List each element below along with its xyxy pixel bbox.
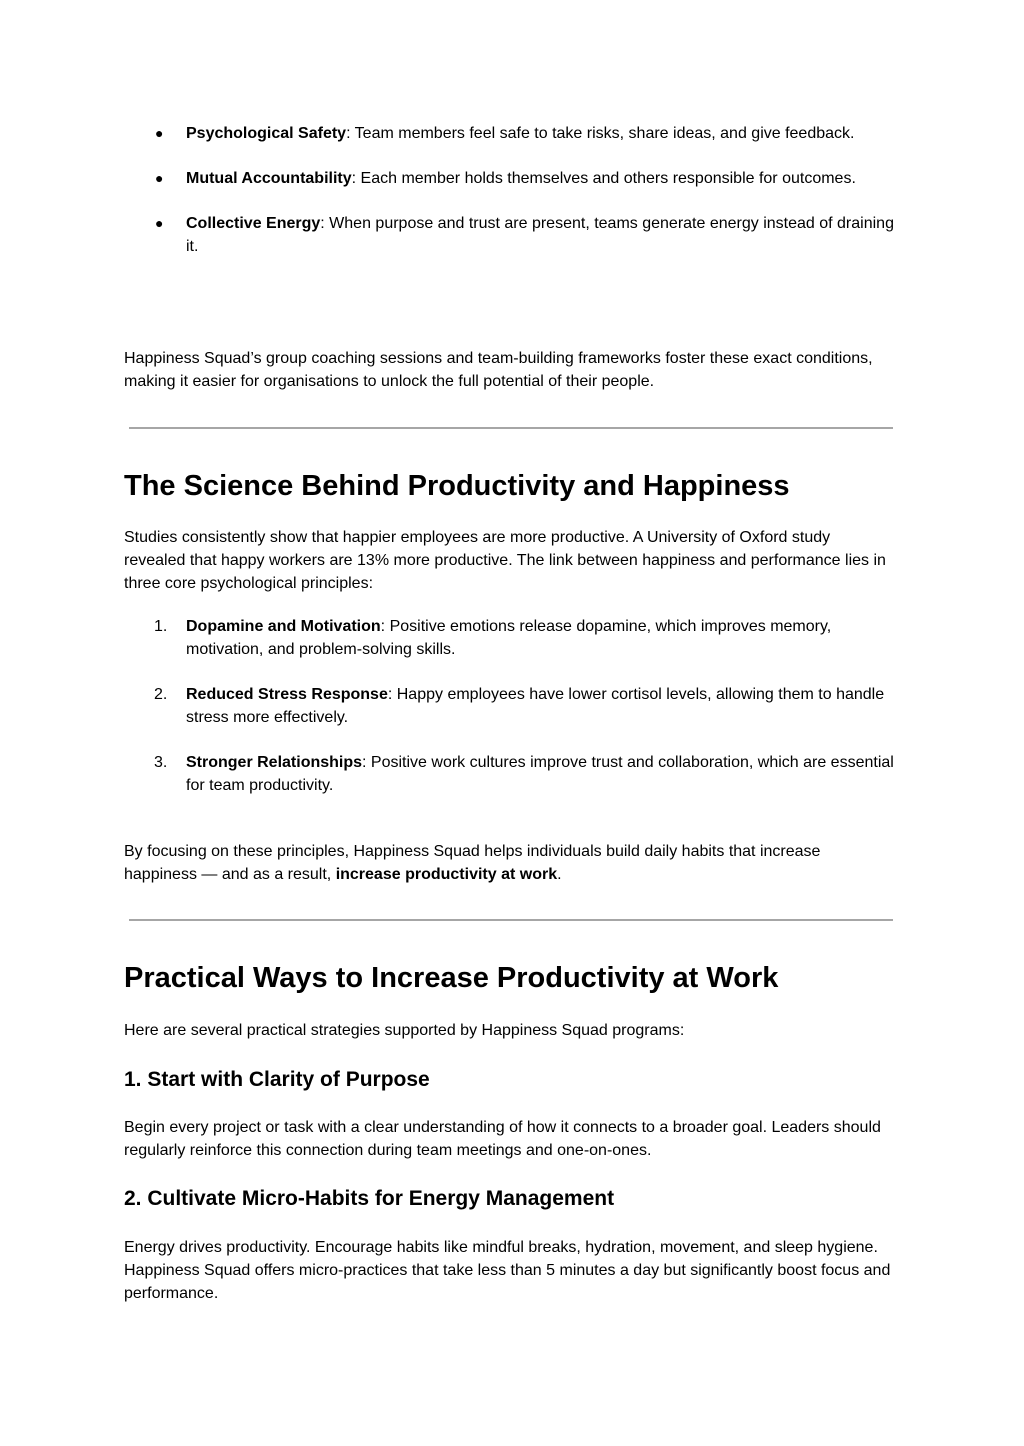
- closing-punctuation: .: [557, 866, 562, 883]
- science-intro-paragraph: Studies consistently show that happier employees are more productive. A University of Oxford study revealed that happy workers are 13% more productive. The link between happiness and performance lies in three core psychological principles:: [124, 529, 886, 592]
- list-number: 1.: [154, 618, 168, 635]
- bullet-icon: ●: [155, 170, 164, 186]
- principles-list: [124, 615, 894, 797]
- list-item: [124, 122, 894, 145]
- closing-text: By focusing on these principles, Happiness Squad helps individuals build daily habits that increase happiness — and as a result,: [124, 843, 821, 883]
- list-item-term: Dopamine and Motivation: [186, 618, 381, 635]
- list-item-term: Collective Energy: [186, 215, 321, 232]
- subheading-micro-habits: 2. Cultivate Micro-Habits for Energy Management: [124, 1187, 615, 1210]
- list-item: [124, 751, 894, 797]
- list-item-text: : Each member holds themselves and others responsible for outcomes.: [351, 170, 856, 187]
- horizontal-divider: [129, 919, 893, 921]
- list-item-text: : Positive emotions release dopamine, which improves memory, motivation, and problem-solving skills.: [186, 618, 832, 658]
- list-item-text: : Happy employees have lower cortisol levels, allowing them to handle stress more effectively.: [186, 686, 885, 726]
- practical-intro-paragraph: Here are several practical strategies supported by Happiness Squad programs:: [124, 1022, 685, 1039]
- list-item: [124, 167, 894, 190]
- list-item-term: Reduced Stress Response: [186, 686, 388, 703]
- list-item: [124, 615, 894, 661]
- section-heading-practical: Practical Ways to Increase Productivity at Work: [124, 962, 779, 994]
- conditions-paragraph: Happiness Squad’s group coaching sessions and team-building frameworks foster these exact conditions, making it easier for organisations to unlock the full potential of their people.: [124, 350, 873, 390]
- list-item: [124, 212, 894, 258]
- science-closing-paragraph: [124, 840, 894, 886]
- list-number: 3.: [154, 754, 168, 771]
- section-heading-science: The Science Behind Productivity and Happiness: [124, 470, 790, 502]
- list-item: [124, 683, 894, 729]
- clarity-paragraph: Begin every project or task with a clear understanding of how it connects to a broader goal. Leaders should regularly reinforce this connection during team meetings and one-on-ones.: [124, 1119, 881, 1159]
- list-item-term: Stronger Relationships: [186, 754, 363, 771]
- list-item-text: : Team members feel safe to take risks, share ideas, and give feedback.: [346, 125, 855, 142]
- micro-habits-paragraph: Energy drives productivity. Encourage habits like mindful breaks, hydration, movement, and sleep hygiene. Happiness Squad offers micro-practices that take less than 5 minutes a day but significantly boost focus and performance.: [124, 1239, 891, 1302]
- bullet-icon: ●: [155, 125, 164, 141]
- list-item-term: Psychological Safety: [186, 125, 347, 142]
- bullet-icon: ●: [155, 215, 164, 231]
- subheading-clarity: 1. Start with Clarity of Purpose: [124, 1068, 430, 1091]
- team-conditions-list: [124, 122, 894, 258]
- horizontal-divider: [129, 427, 893, 429]
- list-item-text: : When purpose and trust are present, teams generate energy instead of draining it.: [186, 215, 894, 255]
- closing-emphasis: increase productivity at work: [335, 866, 558, 883]
- list-number: 2.: [154, 686, 168, 703]
- list-item-text: : Positive work cultures improve trust and collaboration, which are essential for team productivity.: [186, 754, 894, 794]
- list-item-term: Mutual Accountability: [186, 170, 352, 187]
